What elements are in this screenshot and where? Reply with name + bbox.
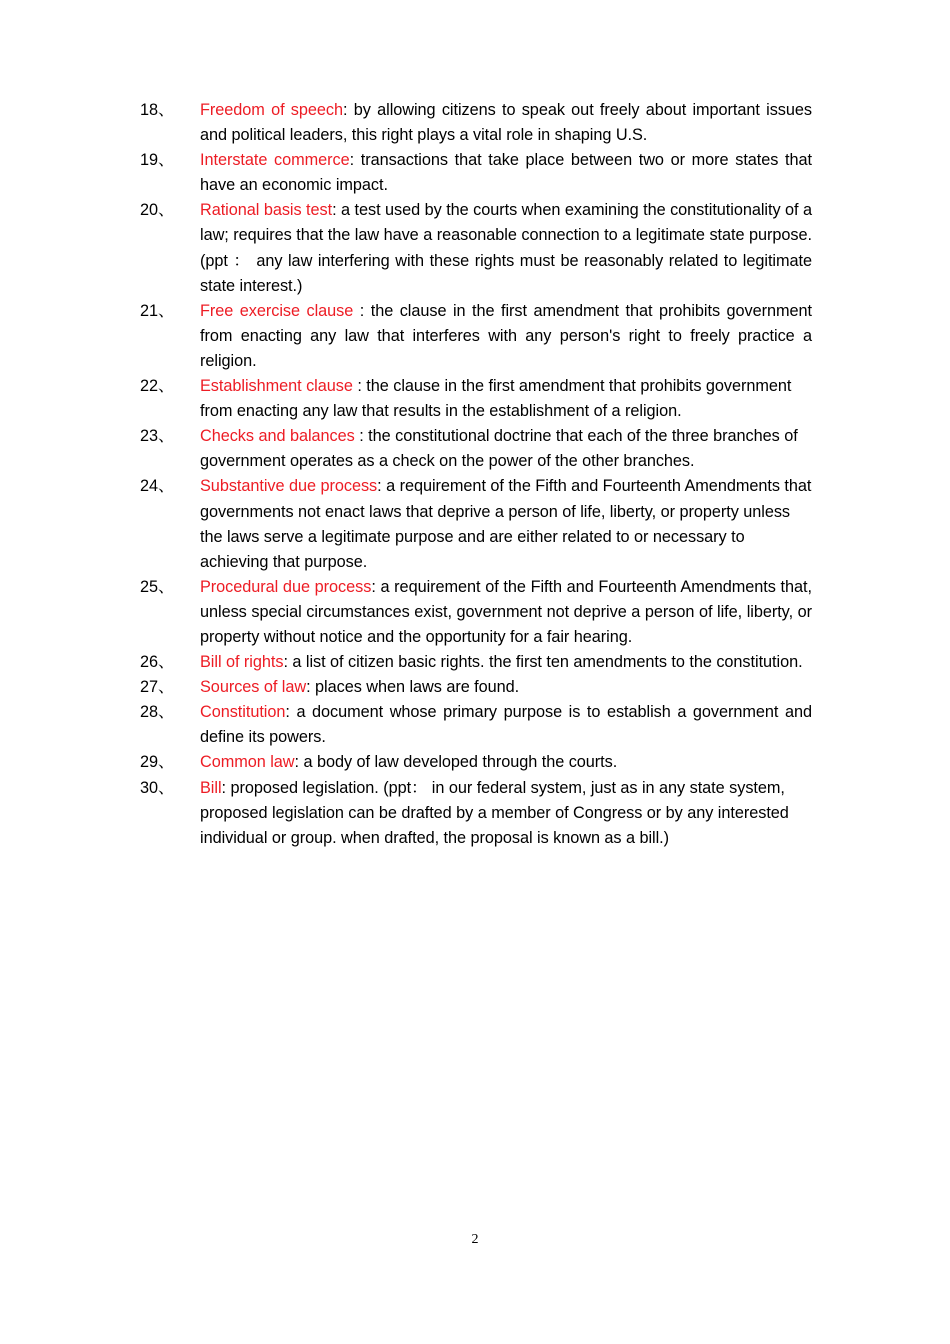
entry-definition: a document whose primary purpose is to establish a government and define its powers.: [200, 703, 812, 747]
entry-separator: :: [371, 577, 381, 596]
entry-number: 19、: [140, 151, 175, 170]
entry-number: 22、: [140, 377, 175, 396]
glossary-entry: [140, 148, 812, 198]
entry-term: Bill of rights: [200, 653, 284, 672]
entry-definition: by allowing citizens to speak out freely about important issues and political leaders, this right plays a vital role in shaping U.S.: [200, 101, 812, 145]
entry-separator: :: [285, 703, 297, 722]
entry-separator: :: [306, 678, 316, 697]
glossary-entry: [140, 700, 812, 750]
entry-number: 24、: [140, 477, 175, 496]
glossary-list: [140, 98, 812, 851]
entry-definition: transactions that take place between two or more states that have an economic impact.: [200, 151, 812, 195]
entry-definition: the constitutional doctrine that each of the three branches of government operates as a check on the power of the other branches.: [200, 427, 798, 471]
entry-number: 23、: [140, 427, 175, 446]
entry-definition: a list of citizen basic rights. the first ten amendments to the constitution.: [292, 653, 803, 672]
entry-definition: the clause in the first amendment that prohibits government from enacting any law that interferes with any person's right to freely practice a religion.: [200, 301, 813, 370]
entry-number: 25、: [140, 577, 175, 596]
entry-number: 29、: [140, 753, 175, 772]
entry-definition: a test used by the courts when examining the constitutionality of a law; requires that the law have a reasonable connection to a legitimate state purpose. (ppt ： any law interfering with these rights must be reasonably related to legitimate state interest.): [200, 201, 812, 295]
entry-separator: :: [353, 301, 371, 320]
entry-definition: a body of law developed through the courts.: [303, 753, 618, 772]
entry-term: Establishment clause: [200, 377, 353, 396]
entry-term: Freedom of speech: [200, 101, 344, 119]
entry-term: Sources of law: [200, 678, 307, 697]
entry-term: Constitution: [200, 703, 286, 722]
entry-separator: :: [332, 201, 342, 220]
glossary-entry: [140, 299, 812, 374]
entry-separator: :: [377, 477, 387, 496]
entry-number: 28、: [140, 703, 175, 722]
entry-separator: :: [294, 753, 304, 772]
entry-number: 30、: [140, 778, 175, 797]
glossary-entry: [140, 98, 812, 148]
glossary-entry: [140, 374, 812, 424]
glossary-entry: [140, 750, 812, 775]
entry-number: 18、: [140, 101, 175, 119]
glossary-entry: [140, 776, 812, 851]
entry-definition: proposed legislation. (ppt： in our federal system, just as in any state system, proposed legislation can be drafted by a member of Congress or by any interested individual or group. when drafted, the proposal is known as a bill.): [200, 778, 789, 847]
entry-separator: :: [352, 377, 367, 396]
entry-definition: a requirement of the Fifth and Fourteenth Amendments that governments not enact laws that deprive a person of life, liberty, or property unless the laws serve a legitimate purpose and are either related to or necessary to achieving that purpose.: [200, 477, 812, 571]
entry-number: 21、: [140, 301, 175, 320]
glossary-entry: [140, 198, 812, 298]
glossary-entry: [140, 650, 812, 675]
entry-separator: :: [343, 101, 354, 119]
entry-definition: a requirement of the Fifth and Fourteenth Amendments that, unless special circumstances exist, government not deprive a person of life, liberty, or property without notice and the opportunity for a fair hearing.: [200, 577, 812, 646]
entry-term: Common law: [200, 753, 295, 772]
entry-term: Free exercise clause: [200, 301, 354, 320]
entry-term: Procedural due process: [200, 577, 372, 596]
entry-term: Substantive due process: [200, 477, 378, 496]
glossary-entry: [140, 474, 812, 574]
glossary-entry: [140, 424, 812, 474]
entry-definition: places when laws are found.: [315, 678, 520, 697]
page-number: 2: [471, 1232, 479, 1247]
glossary-entry: [140, 675, 812, 700]
entry-separator: :: [221, 778, 231, 797]
entry-separator: :: [349, 151, 361, 170]
entry-term: Checks and balances: [200, 427, 355, 446]
glossary-entry: [140, 575, 812, 650]
entry-term: Interstate commerce: [200, 151, 350, 170]
entry-separator: :: [283, 653, 293, 672]
entry-term: Bill: [200, 778, 222, 797]
entry-number: 27、: [140, 678, 175, 697]
entry-definition: the clause in the first amendment that prohibits government from enacting any law that results in the establishment of a religion.: [200, 377, 792, 421]
entry-number: 26、: [140, 653, 175, 672]
entry-number: 20、: [140, 201, 175, 220]
entry-term: Rational basis test: [200, 201, 333, 220]
entry-separator: :: [354, 427, 369, 446]
